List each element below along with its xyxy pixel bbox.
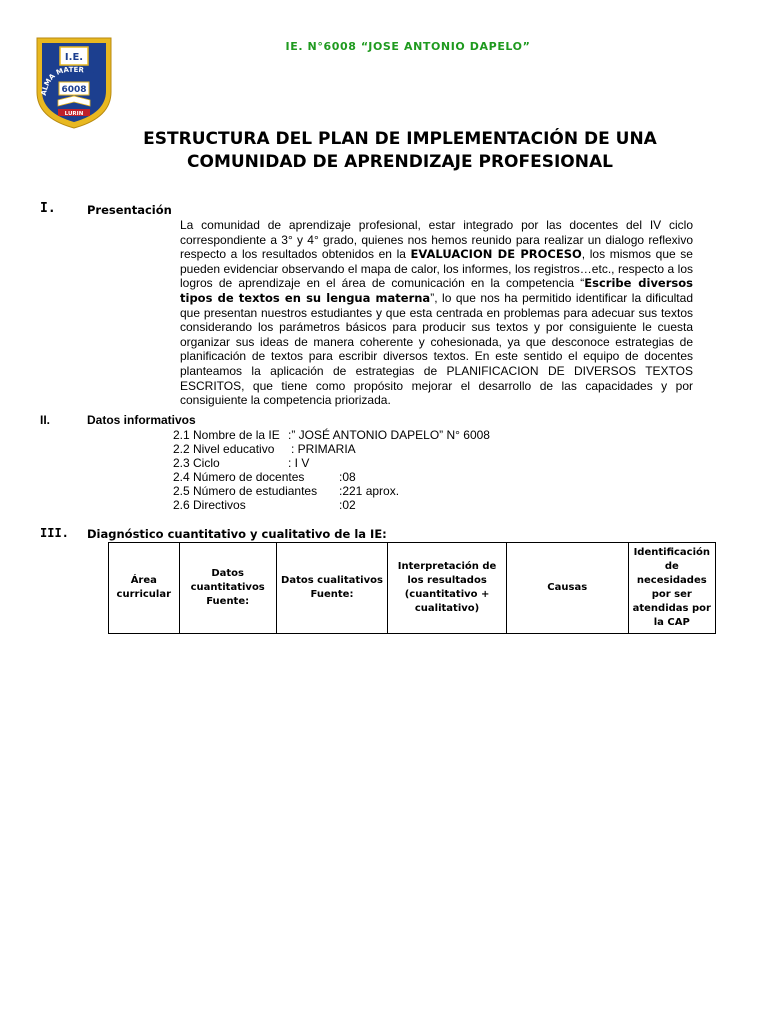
datos-value: : PRIMARIA	[291, 442, 356, 456]
datos-label: 2.6 Directivos	[173, 498, 246, 512]
section-3-heading: Diagnóstico cuantitativo y cualitativo de la IE:	[87, 527, 387, 541]
title-line-2: COMUNIDAD DE APRENDIZAJE PROFESIONAL	[187, 152, 613, 172]
crest-number: 6008	[61, 85, 87, 95]
datos-item	[173, 498, 490, 512]
datos-item	[173, 484, 490, 498]
paragraph-text-1: La comunidad de aprendizaje profesional, estar integrado por las docentes del IV ciclo correspondiente a 3° y 4° grado, quienes nos hemos reunido para realizar un dialogo reflexivo respecto a los resultados obtenidos en la	[180, 218, 693, 262]
datos-value: :” JOSÉ ANTONIO DAPELO” N° 6008	[288, 428, 490, 442]
datos-value: : I V	[288, 456, 310, 470]
datos-value: :221 aprox.	[339, 484, 400, 498]
datos-label: 2.2 Nivel educativo	[173, 442, 275, 456]
section-2-number: II.	[40, 413, 51, 427]
diagnostico-table	[108, 542, 716, 634]
datos-label: 2.4 Número de docentes	[173, 470, 305, 484]
section-3-number: III.	[40, 526, 69, 540]
section-1-heading: Presentación	[87, 203, 172, 217]
datos-item	[173, 428, 490, 442]
col-interpretacion: Interpretación de los resultados (cuantitativo + cualitativo)	[388, 543, 507, 634]
paragraph-bold-1: EVALUACION DE PROCESO	[410, 247, 582, 262]
datos-informativos-list	[173, 428, 490, 512]
col-identificacion-necesidades: Identificación de necesidades por ser atendidas por la CAP	[628, 543, 715, 634]
datos-item	[173, 456, 490, 470]
document-title	[100, 128, 700, 174]
datos-item	[173, 470, 490, 484]
title-line-1: ESTRUCTURA DEL PLAN DE IMPLEMENTACIÓN DE UNA	[143, 129, 657, 149]
col-datos-cualitativos: Datos cualitativos Fuente:	[276, 543, 387, 634]
section-2-heading: Datos informativos	[87, 413, 196, 427]
datos-label: 2.3 Ciclo	[173, 456, 220, 470]
col-datos-cuantitativos: Datos cuantitativos Fuente:	[179, 543, 276, 634]
col-causas: Causas	[506, 543, 628, 634]
section-1-number: I.	[40, 201, 56, 216]
paragraph-text-2: , los mismos que se pueden evidenciar observando el mapa de calor, los informes, los registros…etc., respecto a los logros de aprendizaje en el área de comunicación en la competencia “	[180, 247, 693, 291]
datos-item	[173, 442, 490, 456]
datos-label: 2.1 Nombre de la IE	[173, 428, 280, 442]
crest-arc-text: ALMA MATER	[39, 65, 85, 97]
paragraph-bold-2: Escribe diversos tipos de textos en su lengua materna	[180, 276, 693, 305]
datos-value: :08	[339, 470, 356, 484]
paragraph-text-3: ”, lo que nos ha permitido identificar la dificultad que presentan nuestros estudiantes y que esta centrada en problemas para adecuar sus textos considerando los parámetros básicos para producir sus textos y por consiguiente le cuesta organizar sus ideas de manera coherente y cohesionada, ya que desconoce estrategias de planificación de textos para escribir diversos textos. En este sentido el equipo de docentes planteamos la aplicación de estrategias de PLANIFICACION DE DIVERSOS TEXTOS ESCRITOS, que tiene como propósito mejorar el desarrollo de las capacidades y por consiguiente la competencia priorizada.	[180, 290, 693, 408]
school-name-header: IE. N°6008 “JOSE ANTONIO DAPELO”	[285, 40, 531, 53]
crest-bottom-text: LURIN	[64, 111, 84, 117]
table-header-row	[109, 543, 716, 634]
crest-top-text: I.E.	[64, 52, 84, 63]
datos-label: 2.5 Número de estudiantes	[173, 484, 318, 498]
datos-value: :02	[339, 498, 356, 512]
presentation-paragraph	[180, 218, 693, 408]
col-area-curricular: Área curricular	[109, 543, 180, 634]
